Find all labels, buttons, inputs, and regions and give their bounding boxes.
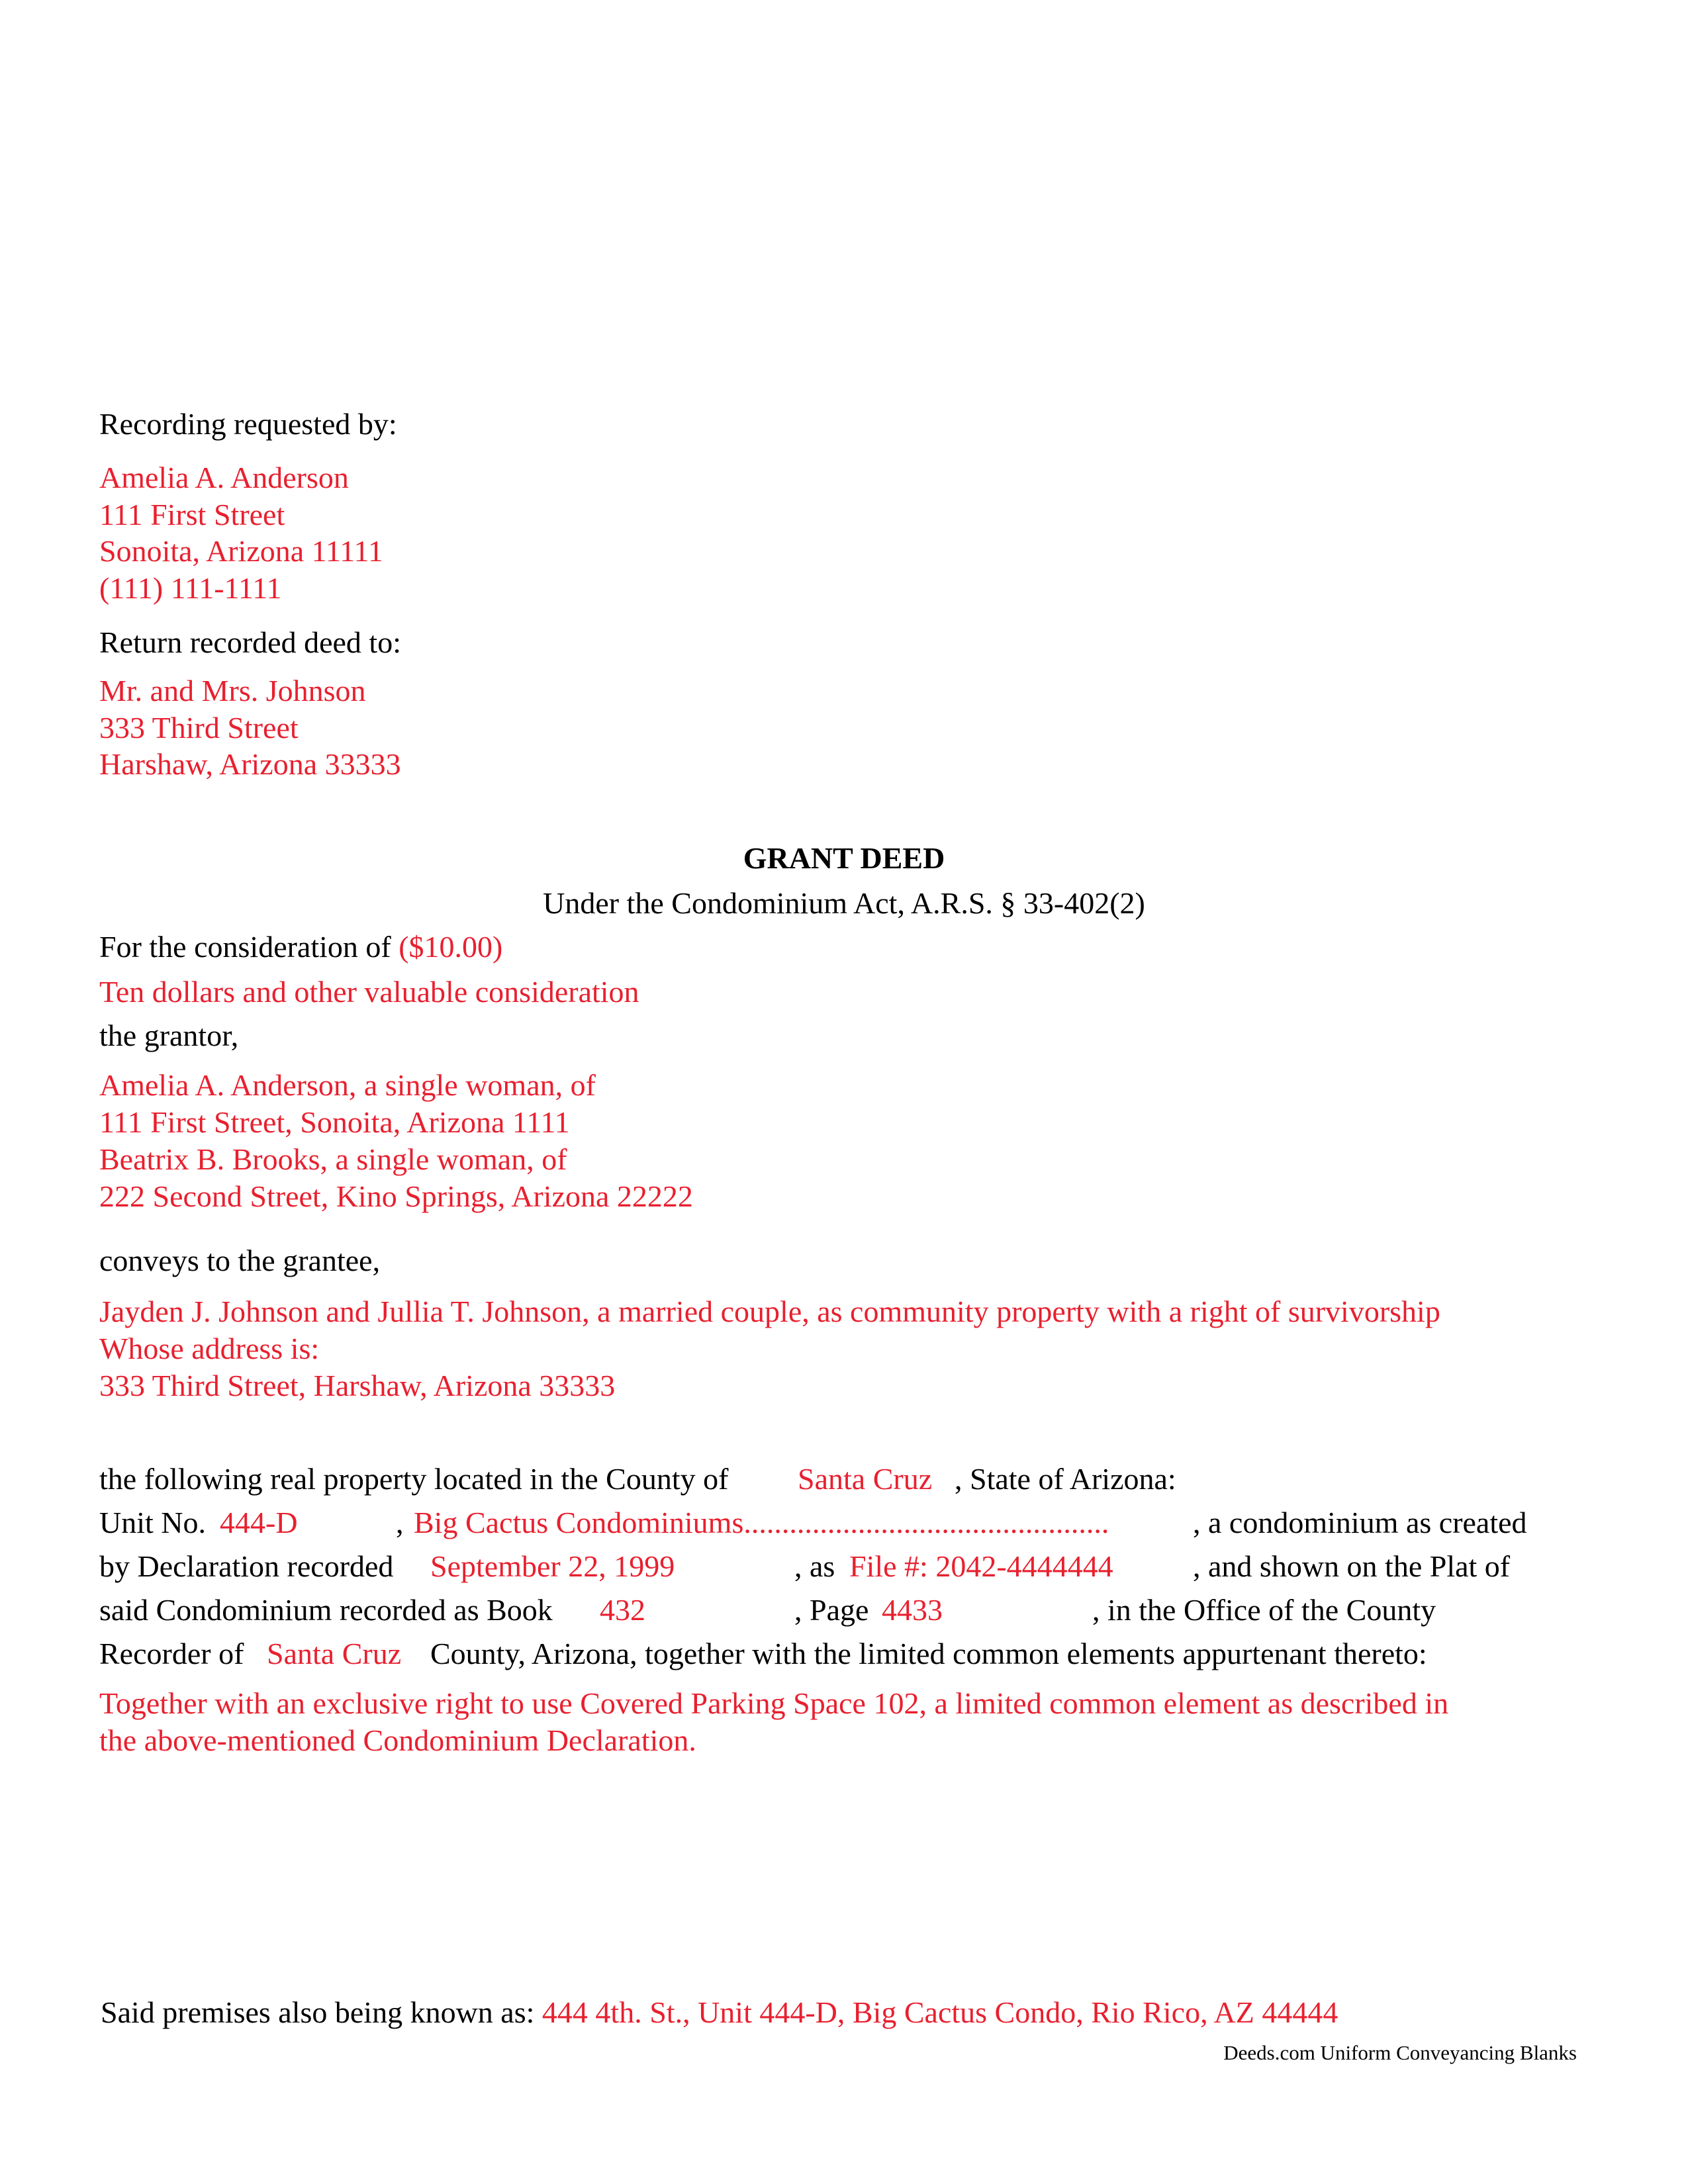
grantor-details (99, 1067, 693, 1215)
premises-address: 444 4th. St., Unit 444-D, Big Cactus Condo, Rio Rico, AZ 44444 (541, 1995, 1338, 2029)
grantee-label: conveys to the grantee, (99, 1244, 381, 1277)
together-line: Together with an exclusive right to use Covered Parking Space 102, a limited common element as described in (99, 1686, 1449, 1720)
file-number: File #: 2042-4444444 (849, 1549, 1113, 1583)
recording-line: Amelia A. Anderson (99, 461, 349, 494)
grantor-line: 111 First Street, Sonoita, Arizona 1111 (99, 1105, 570, 1139)
recorder-label: Recorder of (99, 1637, 244, 1670)
consideration-line (99, 932, 502, 962)
recording-requested-label: Recording requested by: (99, 407, 397, 441)
recording-line: 111 First Street (99, 497, 285, 531)
return-line: 333 Third Street (99, 710, 299, 745)
recorder-county: Santa Cruz (267, 1637, 402, 1670)
condo-name: Big Cactus Condominiums................................................ (414, 1506, 1109, 1539)
office-suffix: , in the Office of the County (1092, 1593, 1436, 1627)
grantee-line: Whose address is: (99, 1332, 320, 1365)
unit-number: 444-D (220, 1506, 298, 1539)
recording-requester-address (99, 459, 383, 606)
grantor-line: Amelia A. Anderson, a single woman, of (99, 1068, 596, 1102)
return-line: Mr. and Mrs. Johnson (99, 674, 366, 707)
page-number: 4433 (882, 1593, 943, 1627)
grantee-line: 333 Third Street, Harshaw, Arizona 33333 (99, 1369, 616, 1402)
plat-suffix: , and shown on the Plat of (1193, 1549, 1511, 1583)
grantee-line: Jayden J. Johnson and Jullia T. Johnson, a married couple, as community property with a right of survivorship (99, 1295, 1440, 1328)
premises-line (101, 1997, 1338, 2028)
grantor-line: 222 Second Street, Kino Springs, Arizona 22222 (99, 1179, 693, 1213)
consideration-words: Ten dollars and other valuable consideration (99, 975, 639, 1009)
consideration-amount: ($10.00) (399, 930, 503, 964)
document-title: GRANT DEED (743, 841, 945, 875)
declaration-date: September 22, 1999 (430, 1549, 675, 1583)
grantor-label: the grantor, (99, 1019, 239, 1052)
book-number: 432 (600, 1593, 645, 1627)
property-line-1 (99, 1464, 728, 1494)
declaration-label: by Declaration recorded (99, 1549, 394, 1583)
condo-separator: , (396, 1506, 404, 1539)
together-line: the above-mentioned Condominium Declaration. (99, 1723, 696, 1757)
unit-label: Unit No. (99, 1506, 206, 1539)
return-to-label: Return recorded deed to: (99, 625, 401, 659)
recorder-suffix: County, Arizona, together with the limited common elements appurtenant thereto: (430, 1637, 1427, 1670)
limited-common-element (99, 1685, 1448, 1759)
property-state: , State of Arizona: (955, 1462, 1176, 1496)
grantor-line: Beatrix B. Brooks, a single woman, of (99, 1142, 567, 1176)
book-label: said Condominium recorded as Book (99, 1593, 553, 1627)
grantee-details (99, 1293, 1440, 1404)
document-subtitle: Under the Condominium Act, A.R.S. § 33-402(2) (543, 886, 1145, 920)
recording-line: Sonoita, Arizona 11111 (99, 534, 383, 568)
page-label: , Page (794, 1593, 869, 1627)
return-to-address (99, 672, 401, 783)
condo-suffix: , a condominium as created (1193, 1506, 1527, 1539)
consideration-label: For the consideration of (99, 930, 391, 964)
file-label: , as (794, 1549, 835, 1583)
premises-label: Said premises also being known as: (101, 1995, 535, 2029)
return-line: Harshaw, Arizona 33333 (99, 747, 401, 781)
property-county: Santa Cruz (798, 1462, 933, 1496)
recording-line: (111) 111-1111 (99, 570, 282, 605)
footer-note: Deeds.com Uniform Conveyancing Blanks (1223, 2041, 1577, 2064)
property-county-prefix: the following real property located in the County of (99, 1462, 729, 1496)
